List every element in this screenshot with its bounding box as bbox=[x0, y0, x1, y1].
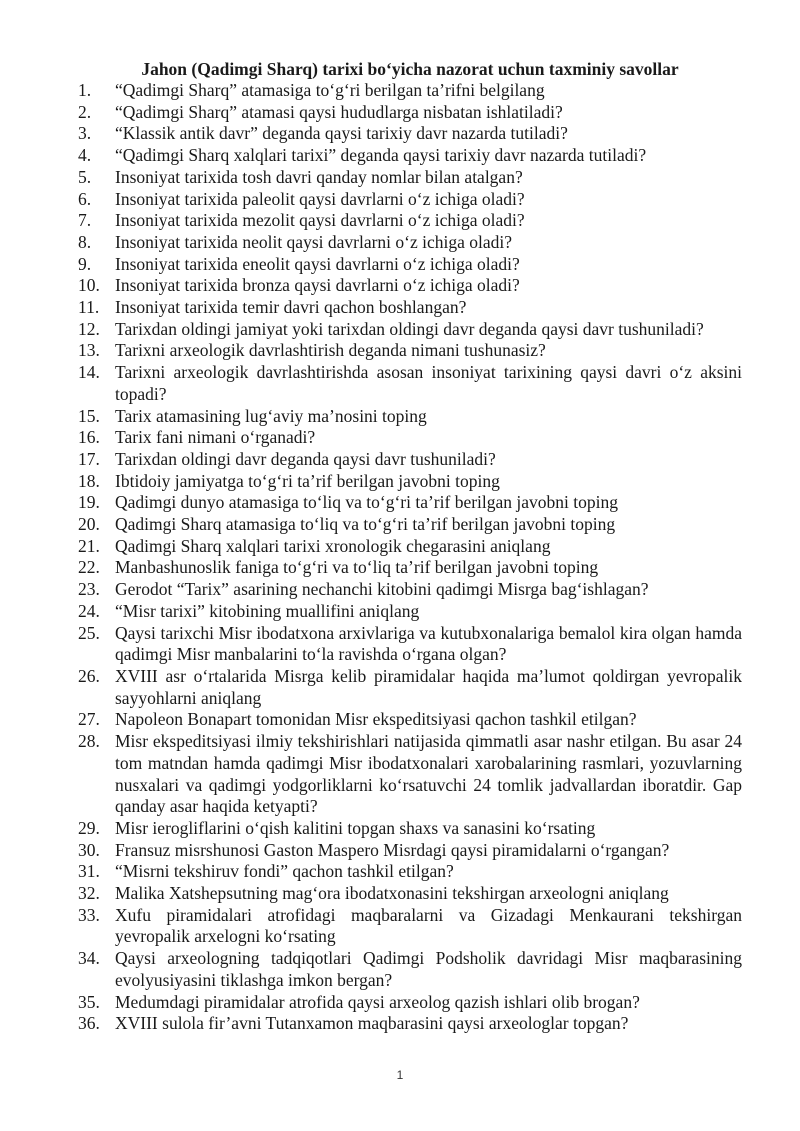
question-text: Ibtidoiy jamiyatga to‘g‘ri ta’rif berilgan javobni toping bbox=[115, 470, 500, 491]
question-number: 32. bbox=[78, 883, 100, 904]
question-number: 29. bbox=[78, 817, 100, 838]
question-text: Qadimgi Sharq xalqlari tarixi xronologik chegarasini aniqlang bbox=[115, 535, 551, 556]
question-text: XVIII asr o‘rtalarida Misrga kelib piramidalar haqida ma’lumot qoldirgan yevropalik sayyohlarni aniqlang bbox=[115, 665, 742, 708]
question-number: 18. bbox=[78, 470, 100, 491]
question-item bbox=[78, 623, 742, 666]
question-text: Insoniyat tarixida paleolit qaysi davrlarni o‘z ichiga oladi? bbox=[115, 188, 525, 209]
question-number: 9. bbox=[78, 253, 92, 274]
question-item bbox=[78, 840, 742, 862]
question-number: 26. bbox=[78, 665, 100, 686]
question-item bbox=[78, 319, 742, 341]
question-number: 3. bbox=[78, 123, 92, 144]
question-text: Insoniyat tarixida tosh davri qanday nomlar bilan atalgan? bbox=[115, 166, 523, 187]
question-number: 33. bbox=[78, 904, 100, 925]
question-text: XVIII sulola fir’avni Tutanxamon maqbarasini qaysi arxeologlar topgan? bbox=[115, 1013, 629, 1034]
question-text: Medumdagi piramidalar atrofida qaysi arxeolog qazish ishlari olib brogan? bbox=[115, 991, 640, 1012]
question-text: Tarixdan oldingi davr deganda qaysi davr tushuniladi? bbox=[115, 448, 496, 469]
question-item bbox=[78, 449, 742, 471]
question-number: 16. bbox=[78, 427, 100, 448]
question-text: Insoniyat tarixida bronza qaysi davrlarni o‘z ichiga oladi? bbox=[115, 275, 520, 296]
question-number: 11. bbox=[78, 297, 100, 318]
question-item bbox=[78, 275, 742, 297]
question-number: 5. bbox=[78, 166, 92, 187]
question-number: 1. bbox=[78, 80, 92, 100]
question-text: Napoleon Bonapart tomonidan Misr ekspeditsiyasi qachon tashkil etilgan? bbox=[115, 709, 637, 730]
question-number: 27. bbox=[78, 709, 100, 730]
page-number: 1 bbox=[396, 1068, 404, 1082]
question-item bbox=[78, 514, 742, 536]
question-text: Insoniyat tarixida temir davri qachon boshlangan? bbox=[115, 297, 467, 318]
question-number: 35. bbox=[78, 991, 100, 1012]
question-number: 2. bbox=[78, 101, 92, 122]
question-text: “Qadimgi Sharq” atamasi qaysi hududlarga nisbatan ishlatiladi? bbox=[115, 101, 563, 122]
question-number: 12. bbox=[78, 318, 100, 339]
question-text: Insoniyat tarixida mezolit qaysi davrlarni o‘z ichiga oladi? bbox=[115, 210, 525, 231]
question-item bbox=[78, 80, 742, 102]
question-number: 20. bbox=[78, 514, 100, 535]
question-text: Misr ekspeditsiyasi ilmiy tekshirishlari natijasida qimmatli asar nashr etilgan. Bu asar 24 tom matndan hamda qadimgi Misr ibodatxonalari xarobalarining rasmlari, yozuvlarning nusxalari va qadimgi yodgorliklarni ko‘rsatuvchi 24 tomlik jadvallardan iboratdir. Gap qanday asar haqida ketyapti? bbox=[115, 731, 742, 817]
question-number: 10. bbox=[78, 275, 100, 296]
question-item bbox=[78, 340, 742, 362]
question-item bbox=[78, 427, 742, 449]
question-number: 14. bbox=[78, 362, 100, 383]
question-number: 34. bbox=[78, 948, 100, 969]
question-item bbox=[78, 905, 742, 948]
question-number: 7. bbox=[78, 210, 92, 231]
question-text: Qaysi arxeologning tadqiqotlari Qadimgi Podsholik davridagi Misr maqbarasining evolyusiyasini tiklashga imkon bergan? bbox=[115, 948, 742, 990]
question-text: “Klassik antik davr” deganda qaysi tarixiy davr nazarda tutiladi? bbox=[115, 123, 568, 144]
question-text: Qadimgi Sharq atamasiga to‘liq va to‘g‘ri ta’rif berilgan javobni toping bbox=[115, 514, 616, 535]
question-number: 13. bbox=[78, 340, 100, 361]
question-number: 28. bbox=[78, 731, 100, 752]
question-text: Tarixni arxeologik davrlashtirishda asosan insoniyat tarixining qaysi davri o‘z aksini topadi? bbox=[115, 362, 742, 404]
question-text: Tarix atamasining lug‘aviy ma’nosini toping bbox=[115, 405, 427, 426]
question-item bbox=[78, 102, 742, 124]
question-number: 31. bbox=[78, 861, 100, 882]
question-item bbox=[78, 471, 742, 493]
question-number: 30. bbox=[78, 839, 100, 860]
question-item bbox=[78, 731, 742, 818]
question-text: Tarixdan oldingi jamiyat yoki tarixdan oldingi davr deganda qaysi davr tushuniladi? bbox=[115, 318, 704, 339]
question-item bbox=[78, 189, 742, 211]
document-title: Jahon (Qadimgi Sharq) tarixi bo‘yicha nazorat uchun taxminiy savollar bbox=[141, 59, 679, 79]
question-number: 21. bbox=[78, 535, 100, 556]
question-item bbox=[78, 818, 742, 840]
question-number: 6. bbox=[78, 188, 92, 209]
question-text: Qaysi tarixchi Misr ibodatxona arxivlariga va kutubxonalariga bemalol kira olgan hamda qadimgi Misr manbalarini to‘la ravishda o‘rgana olgan? bbox=[115, 622, 742, 665]
question-item bbox=[78, 210, 742, 232]
question-item bbox=[78, 362, 742, 405]
question-number: 22. bbox=[78, 557, 100, 578]
question-number: 25. bbox=[78, 622, 100, 643]
question-text: “Misrni tekshiruv fondi” qachon tashkil etilgan? bbox=[115, 861, 454, 882]
question-item bbox=[78, 557, 742, 579]
question-text: Insoniyat tarixida eneolit qaysi davrlarni o‘z ichiga oladi? bbox=[115, 253, 520, 274]
question-item bbox=[78, 601, 742, 623]
question-list bbox=[78, 80, 742, 1035]
question-item bbox=[78, 536, 742, 558]
question-item bbox=[78, 709, 742, 731]
question-number: 17. bbox=[78, 448, 100, 469]
question-number: 8. bbox=[78, 231, 92, 252]
question-item bbox=[78, 861, 742, 883]
question-number: 36. bbox=[78, 1013, 100, 1034]
question-text: Tarix fani nimani o‘rganadi? bbox=[115, 427, 316, 448]
question-text: Insoniyat tarixida neolit qaysi davrlarni o‘z ichiga oladi? bbox=[115, 231, 513, 252]
question-text: Fransuz misrshunosi Gaston Maspero Misrdagi qaysi piramidalarni o‘rgangan? bbox=[115, 839, 670, 860]
question-number: 19. bbox=[78, 492, 100, 513]
question-text: Xufu piramidalari atrofidagi maqbaralarni va Gizadagi Menkaurani tekshirgan yevropalik arxelogni ko‘rsating bbox=[115, 904, 742, 947]
question-item bbox=[78, 406, 742, 428]
question-item bbox=[78, 297, 742, 319]
question-item bbox=[78, 123, 742, 145]
question-text: Gerodot “Tarix” asarining nechanchi kitobini qadimgi Misrga bag‘ishlagan? bbox=[115, 579, 649, 600]
question-item bbox=[78, 254, 742, 276]
question-item bbox=[78, 948, 742, 991]
question-item bbox=[78, 492, 742, 514]
question-text: Misr ierogliflarini o‘qish kalitini topgan shaxs va sanasini ko‘rsating bbox=[115, 817, 596, 838]
question-item bbox=[78, 666, 742, 709]
question-text: “Misr tarixi” kitobining muallifini aniqlang bbox=[115, 600, 420, 621]
question-item bbox=[78, 145, 742, 167]
question-item bbox=[78, 167, 742, 189]
question-text: “Qadimgi Sharq” atamasiga to‘g‘ri berilgan ta’rifni belgilang bbox=[115, 80, 545, 100]
question-text: Tarixni arxeologik davrlashtirish deganda nimani tushunasiz? bbox=[115, 340, 546, 361]
question-item bbox=[78, 992, 742, 1014]
question-number: 24. bbox=[78, 600, 100, 621]
question-item bbox=[78, 232, 742, 254]
question-item bbox=[78, 1013, 742, 1035]
question-number: 23. bbox=[78, 579, 100, 600]
question-item bbox=[78, 883, 742, 905]
question-text: Qadimgi dunyo atamasiga to‘liq va to‘g‘ri ta’rif berilgan javobni toping bbox=[115, 492, 618, 513]
question-number: 4. bbox=[78, 145, 92, 166]
question-text: Manbashunoslik faniga to‘g‘ri va to‘liq ta’rif berilgan javobni toping bbox=[115, 557, 599, 578]
question-text: “Qadimgi Sharq xalqlari tarixi” deganda qaysi tarixiy davr nazarda tutiladi? bbox=[115, 145, 647, 166]
question-item bbox=[78, 579, 742, 601]
question-number: 15. bbox=[78, 405, 100, 426]
question-text: Malika Xatshepsutning mag‘ora ibodatxonasini tekshirgan arxeologni aniqlang bbox=[115, 883, 669, 904]
